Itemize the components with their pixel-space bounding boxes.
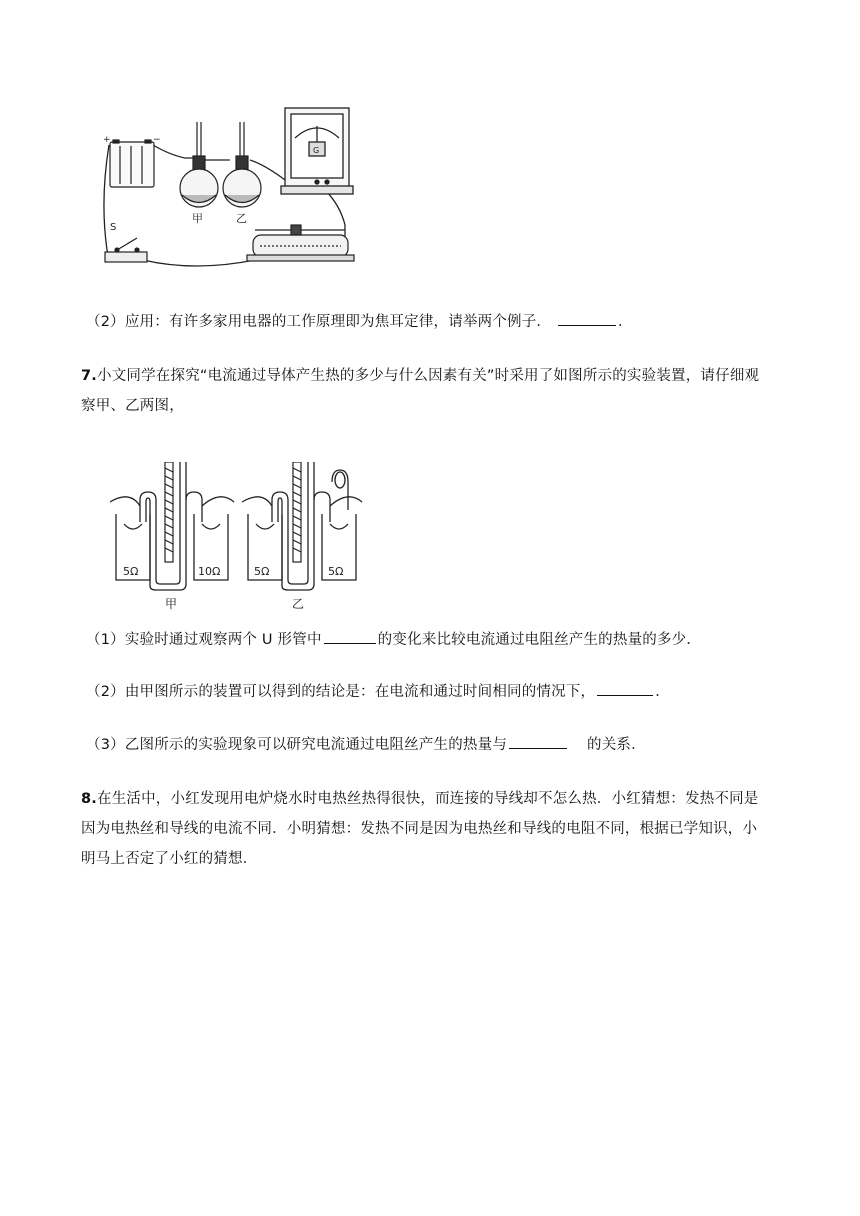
q8-stem-line2 bbox=[81, 819, 757, 839]
q6-part2-text: 应用：有许多家用电器的工作原理即为焦耳定律，请举两个例子． bbox=[124, 314, 552, 330]
q6-part2-prefix: （2） bbox=[86, 314, 125, 330]
q7-part1-text-b: 的变化来比较电流通过电阻丝产生的热量的多少． bbox=[377, 632, 702, 648]
scale-yi bbox=[293, 462, 301, 562]
q8-stem-line1 bbox=[81, 789, 759, 809]
flask-jia-icon bbox=[180, 122, 218, 207]
q8-number: 8. bbox=[81, 791, 97, 807]
q7-stem-line1 bbox=[81, 366, 759, 386]
q6-part2 bbox=[86, 311, 633, 332]
battery-icon bbox=[110, 140, 154, 187]
q7-part1-prefix: （1） bbox=[86, 632, 125, 648]
answer-blank[interactable] bbox=[558, 311, 616, 326]
q7-part2-prefix: （2） bbox=[86, 684, 125, 700]
q6-part2-suffix: ． bbox=[617, 314, 633, 330]
scale-jia bbox=[165, 462, 173, 562]
q7-line1: 小文同学在探究“电流通过导体产生热的多少与什么因素有关”时采用了如图所示的实验装置，请仔细观 bbox=[97, 368, 760, 384]
switch-icon bbox=[105, 238, 147, 262]
q7-part3-text-a: 乙图所示的实验现象可以研究电流通过电阻丝产生的热量与 bbox=[124, 737, 508, 753]
q7-stem-line2 bbox=[81, 396, 184, 416]
figure-yi-label: 乙 bbox=[292, 597, 305, 611]
u-tube-figure bbox=[110, 462, 370, 614]
q8-line3: 明马上否定了小红的猜想． bbox=[81, 851, 258, 867]
q7-part1 bbox=[86, 629, 701, 650]
q7-line2: 察甲、乙两图， bbox=[81, 398, 184, 414]
q7-part2-text: 由甲图所示的装置可以得到的结论是：在电流和通过时间相同的情况下， bbox=[124, 684, 596, 700]
resistor-label-3: 5Ω bbox=[254, 565, 270, 578]
q7-part2 bbox=[86, 681, 670, 702]
resistor-label-4: 5Ω bbox=[328, 565, 344, 578]
q7-part2-suffix: ． bbox=[655, 684, 670, 700]
rheostat-icon bbox=[247, 225, 354, 261]
svg-text:+: + bbox=[103, 135, 111, 145]
galvanometer-label: G bbox=[313, 146, 320, 155]
q8-line1: 在生活中，小红发现用电炉烧水时电热丝热得很快，而连接的导线却不怎么热．小红猜想：发热不同是 bbox=[97, 791, 759, 807]
circuit-figure bbox=[95, 100, 365, 285]
resistor-label-2: 10Ω bbox=[198, 565, 221, 578]
resistor-label-1: 5Ω bbox=[123, 565, 139, 578]
flask-yi-icon bbox=[223, 122, 261, 207]
q7-part3-text-b: 的关系． bbox=[587, 737, 646, 753]
switch-label: S bbox=[110, 222, 117, 233]
answer-blank[interactable] bbox=[597, 681, 653, 696]
svg-text:−: − bbox=[153, 135, 161, 145]
answer-blank[interactable] bbox=[509, 734, 567, 749]
q7-number: 7. bbox=[81, 368, 97, 384]
q8-line2: 因为电热丝和导线的电流不同．小明猜想：发热不同是因为电热丝和导线的电阻不同，根据已学知识，小 bbox=[81, 821, 758, 837]
figure-jia-label: 甲 bbox=[165, 597, 178, 611]
q7-part3-prefix: （3） bbox=[86, 737, 125, 753]
answer-blank[interactable] bbox=[324, 629, 376, 644]
flask-jia-label: 甲 bbox=[192, 212, 203, 225]
q7-part3 bbox=[86, 734, 646, 755]
q7-part1-text-a: 实验时通过观察两个 U 形管中 bbox=[124, 632, 322, 648]
flask-yi-label: 乙 bbox=[236, 212, 247, 225]
q8-stem-line3 bbox=[81, 849, 257, 869]
